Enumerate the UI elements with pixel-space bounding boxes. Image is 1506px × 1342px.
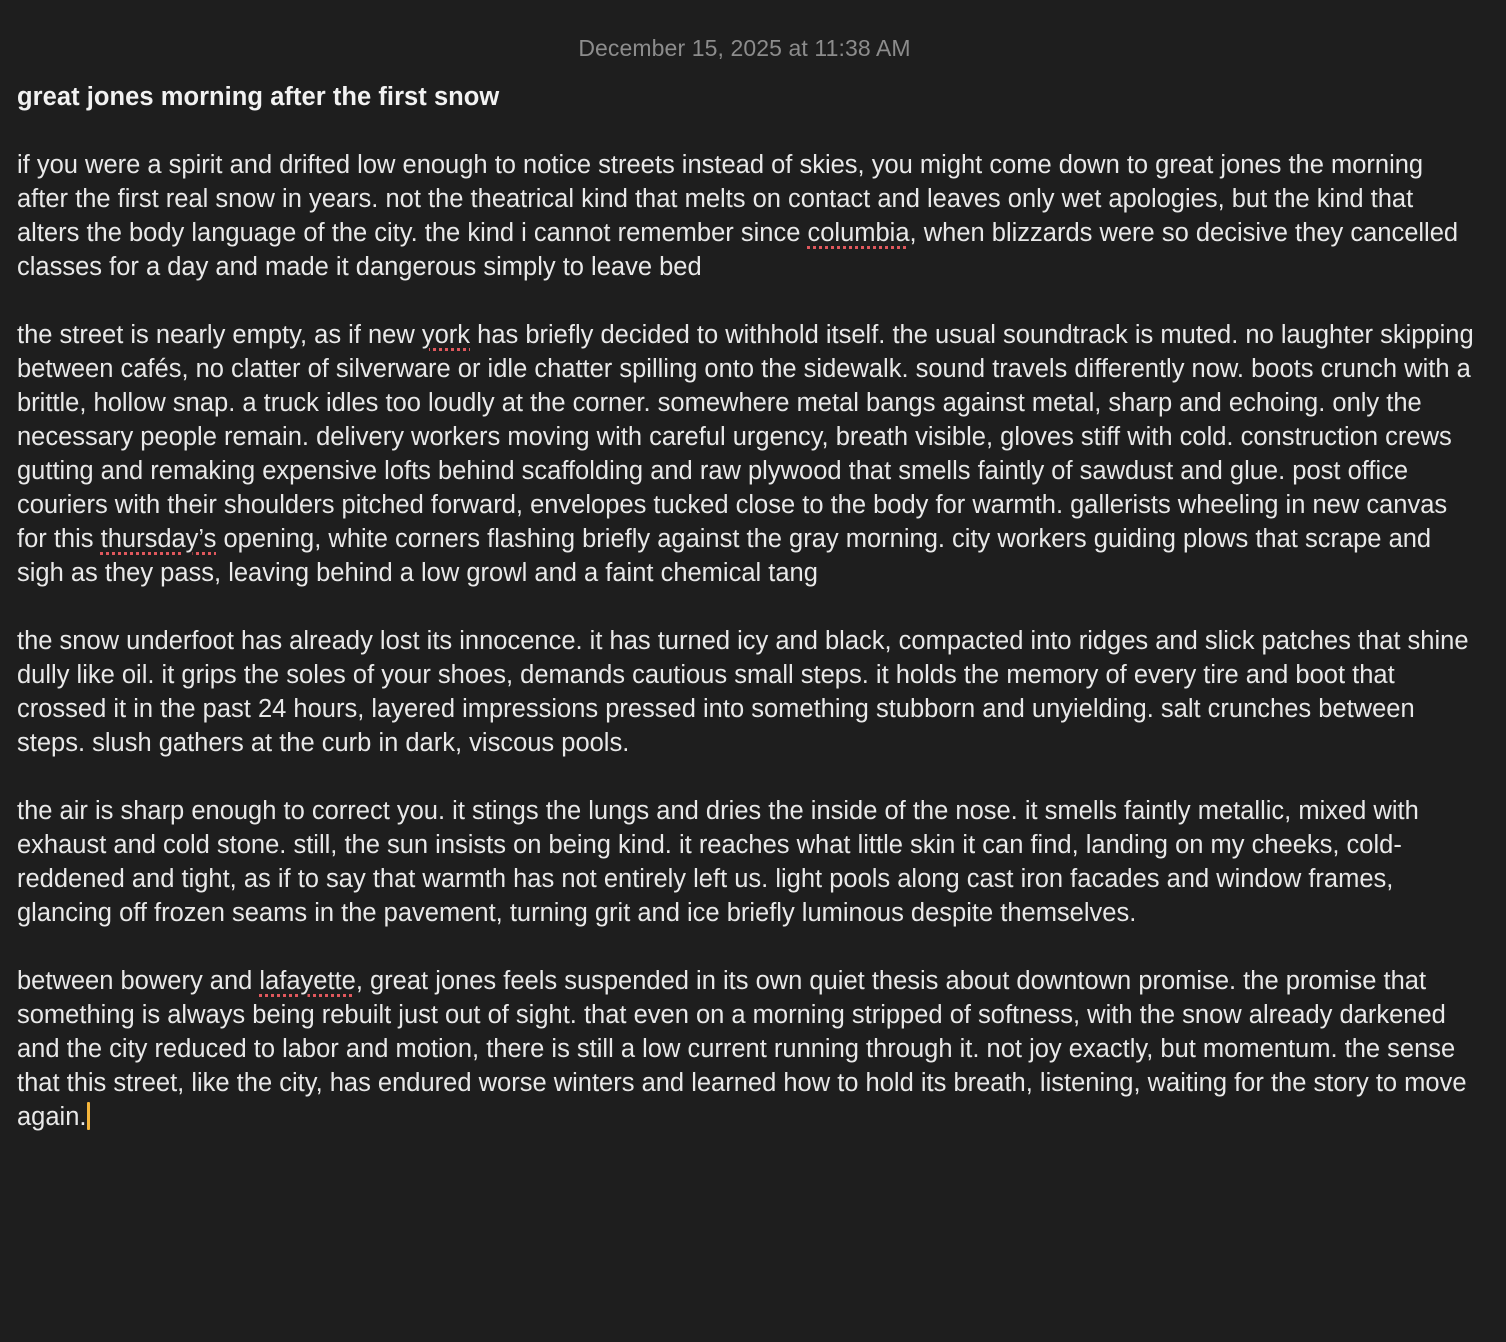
note-paragraph-2[interactable] [17, 318, 1479, 590]
note-timestamp: December 15, 2025 at 11:38 AM [578, 35, 911, 61]
paragraph-text: the snow underfoot has already lost its innocence. it has turned icy and black, compacted into ridges and slick patches that shine dully like oil. it grips the soles of your shoes, demands cautious small steps. it holds the memory of every tire and boot that crossed it in the past 24 hours, layered impressions pressed into something stubborn and unyielding. salt crunches between steps. slush gathers at the curb in dark, viscous pools. [17, 627, 1469, 757]
paragraph-text: opening, white corners flashing briefly against the gray morning. city workers guiding plows that scrape and sigh as they pass, leaving behind a low growl and a faint chemical tang [17, 525, 1432, 587]
paragraph-text: , when blizzards were so decisive they cancelled classes for a day and made it dangerous simply to leave bed [17, 219, 1459, 281]
paragraph-text: the air is sharp enough to correct you. it stings the lungs and dries the inside of the nose. it smells faintly metallic, mixed with exhaust and cold stone. still, the sun insists on being kind. it reaches what little skin it can find, landing on my cheeks, cold-reddened and tight, as if to say that warmth has not entirely left us. light pools along cast iron facades and window frames, glancing off frozen seams in the pavement, turning grit and ice briefly luminous despite themselves. [17, 797, 1419, 927]
paragraph-text: has briefly decided to withhold itself. the usual soundtrack is muted. no laughter skipping between cafés, no clatter of silverware or idle chatter spilling onto the sidewalk. sound travels differently now. boots crunch with a brittle, hollow snap. a truck idles too loudly at the corner. somewhere metal bangs against metal, sharp and echoing. only the necessary people remain. delivery workers moving with careful urgency, breath visible, gloves stiff with cold. construction crews gutting and remaking expensive lofts behind scaffolding and raw plywood that smells faintly of sawdust and glue. post office couriers with their shoulders pitched forward, envelopes tucked close to the body for warmth. gallerists wheeling in new canvas for this [17, 321, 1474, 553]
misspelled-word[interactable]: thursday’s [100, 525, 217, 553]
note-paragraph-5[interactable] [17, 964, 1479, 1134]
misspelled-word[interactable]: york [421, 321, 471, 349]
text-cursor [87, 1102, 90, 1130]
note-paragraph-3[interactable] [17, 624, 1479, 760]
note-paragraph-4[interactable] [17, 794, 1479, 930]
paragraph-text: , great jones feels suspended in its own quiet thesis about downtown promise. the promise that something is always being rebuilt just out of sight. that even on a morning stripped of softness, with the snow already darkened and the city reduced to labor and motion, there is still a low current running through it. not joy exactly, but momentum. the sense that this street, like the city, has endured worse winters and learned how to hold its breath, listening, waiting for the story to move again. [17, 967, 1467, 1131]
misspelled-word[interactable]: columbia [807, 219, 910, 247]
misspelled-word[interactable]: lafayette [259, 967, 356, 995]
paragraph-text: the street is nearly empty, as if new [17, 321, 422, 349]
note-editor[interactable] [17, 80, 1479, 1134]
note-paragraph-1[interactable] [17, 148, 1479, 284]
paragraph-text: between bowery and [17, 967, 260, 995]
note-title[interactable]: great jones morning after the first snow [17, 83, 500, 111]
paragraph-text: if you were a spirit and drifted low enough to notice streets instead of skies, you might come down to great jones the morning after the first real snow in years. not the theatrical kind that melts on contact and leaves only wet apologies, but the kind that alters the body language of the city. the kind i cannot remember since [17, 151, 1424, 247]
